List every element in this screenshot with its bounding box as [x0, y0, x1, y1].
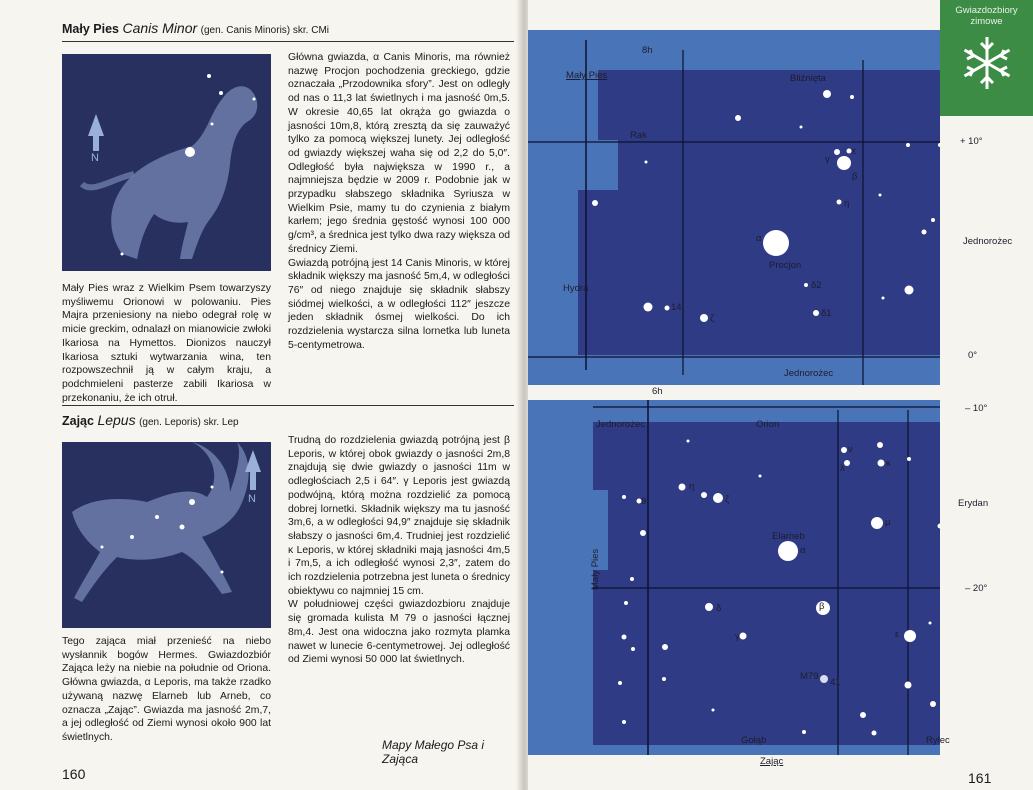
- section-title-lepus: Zając Lepus (gen. Leporis) skr. Lep: [62, 412, 239, 428]
- star-beta: [837, 156, 851, 170]
- map1-label-jednorozec-bottom: Jednorożec: [784, 368, 834, 379]
- star-delta2: [804, 283, 808, 287]
- star-procyon: [185, 147, 195, 157]
- star-kappa: [878, 460, 885, 467]
- map1-label-plus10: + 10°: [960, 136, 983, 147]
- section-rule: [62, 41, 514, 42]
- map1-label-delta2: δ2: [811, 280, 822, 291]
- map1-label-procjon: Procjon: [769, 260, 802, 271]
- star-eta: [837, 200, 842, 205]
- map2-label-elarneb: Elarneb: [772, 531, 805, 542]
- right-page: [528, 0, 1033, 790]
- section-title-canis-minor: Mały Pies Canis Minor (gen. Canis Minoris) skr. CMi: [62, 20, 330, 36]
- map1-label-14: 14: [671, 302, 682, 313]
- map1-label-beta: β: [852, 171, 858, 182]
- snowflake-icon: [957, 33, 1017, 93]
- map1-ra-label: 8h: [642, 45, 653, 56]
- map1-label-blizneta: Bliźnięta: [790, 73, 826, 84]
- map2-label-m79: M79: [800, 671, 819, 682]
- map2-label-erydan: Erydan: [958, 498, 989, 509]
- lepus-body: Trudną do rozdzielenia gwiazdą potrójną jest β Leporis, w której obok gwiazdy o jasności 2m,8 znajdują się dwie gwiazdy o jasności 11m w odległościach 2,5 i 64″. γ Leporis jest gwiazdą podwójną, którą można rozdzielić za pomocą dobrej lornetki. Składnik większy ma tu jasność 3m,6, a w odległości 94,9″ znajduje się składnik słabszy o jasności 6m,4. Trudniej jest rozdzielić κ Leporis, w której składniki mają jasności 4m,5 i 7m,5, a ich odległość wynosi 2,3″, zatem do ich rozdzielenia potrzebna jest luneta o średnicy obiektywu co najmniej 15 cm. W południowej części gwiazdozbioru znajduje się gromada kulista M 79 o jasności łącznej 8m,4. Jest ona widoczna jako rozmyta plamka nawet w lunecie 6-centymetrowej. Jej odległość od Ziemi wynosi 50 000 lat świetlnych.: [288, 435, 510, 666]
- map2-label-epsilon: ε: [895, 629, 900, 640]
- chapter-tab: [940, 0, 1033, 116]
- svg-text:N: N: [91, 152, 99, 164]
- star-procyon: [763, 230, 789, 256]
- canis-minor-star-map: [528, 30, 940, 385]
- map2-label-zajac: Zając: [760, 756, 784, 767]
- star-gamma: [834, 149, 840, 155]
- star-zeta: [700, 314, 708, 322]
- star-delta: [705, 603, 713, 611]
- map1-label-hydra: Hydra: [563, 283, 589, 294]
- map2-label-beta: β: [819, 601, 825, 612]
- canis-minor-caption: Mały Pies wraz z Wielkim Psem towarzyszy myśliwemu Orionowi w polowaniu. Pies Majra przeniesiony na niebo odegrał rolę w micie greckim, odnalazł on mianowicie zwłoki Ikariosa na Hymettos. Dionizos nauczył Ikariosa sztuki wytwarzania wina, ten rozpowszechnił ją w całym kraju, a podchmieleni pasterze zabili Ikariosa w przekonaniu, że ich otruł.: [62, 283, 271, 404]
- map2-label-jednorozec: Jednorożec: [596, 419, 646, 430]
- map2-label-nu: ν: [848, 444, 853, 455]
- star-zeta: [713, 493, 723, 503]
- lepus-caption: Tego zająca miał przenieść na niebo wysłannik bogów Hermes. Gwiazdozbiór Zająca leży na niebie na południe od Oriona. Główna gwiazda, α Leporis, ma także rzadko używaną nazwę Elarneb lub Arneb, co oznacza „Zając”. Gwiazda ma jasność 2m,7, a jej odległość od Ziemi wynosi około 900 lat świetlnych.: [62, 636, 271, 743]
- map2-label-gamma: γ: [735, 631, 740, 642]
- map2-ra-label: 6h: [652, 386, 663, 397]
- maps-caption: Mapy Małego Psa i Zająca: [382, 738, 485, 766]
- map2-label-mu: μ: [885, 517, 891, 528]
- svg-text:N: N: [248, 493, 256, 505]
- tab-line1: Gwiazdozbiory: [955, 5, 1018, 16]
- map1-label-jednorozec-right: Jednorożec: [963, 236, 1013, 247]
- map2-label-kappa: κ: [886, 458, 891, 469]
- star-epsilon: [847, 149, 852, 154]
- page-number-right: 161: [968, 770, 992, 786]
- star-eta: [679, 484, 686, 491]
- map1-label-zeta: ζ: [710, 313, 715, 324]
- star-delta1: [813, 310, 819, 316]
- star-mu: [871, 517, 883, 529]
- map1-label-epsilon: ε: [852, 146, 857, 157]
- map1-label-maly-pies: Mały Pies: [566, 70, 608, 81]
- map2-label-eta: η: [689, 481, 695, 492]
- star-gamma: [740, 633, 747, 640]
- section-rule: [62, 405, 514, 406]
- map2-label-minus10: – 10°: [965, 403, 988, 414]
- map2-label-alpha: α: [800, 545, 806, 556]
- map1-label-eta: η: [844, 198, 850, 209]
- map1-label-alpha: α: [756, 233, 762, 244]
- map2-label-golab: Gołąb: [741, 735, 767, 746]
- star-elarneb: [778, 541, 798, 561]
- canis-minor-body: Główna gwiazda, α Canis Minoris, ma również nazwę Procjon pochodzenia greckiego, gdzie oznaczała „Przodownika sfory”. Jest on odległy od nas o 11,3 lat świetlnych i ma jasność 0m,5. W okresie 40,65 lat okrąża go gwiazda o jasności 10m,8, którą zresztą da się zauważyć tylko za pomocą większej lunety. Jej odległość od gwiazdy większej waha się od 2,2 do 5,0″. Odległość była największa w 1990 r., a najmniejsza będzie w 2009 r. Podobnie jak w przypadku słabszego składnika Syriusza w Wielkim Psie, mamy tu do czynienia z białym karłem; jego średnia gęstość wynosi 100 000 g/cm³, a średnica jest tylko dwa razy większa od średnicy Ziemi. Gwiazdą potrójną jest 14 Canis Minoris, w której składnik większy ma jasność 5m,4, w odległości 76″ od niego znajduje się składnik słabszy siódmej wielkości, a w odległości 112″ jeszcze jeden składnik ósmej wielkości. Do ich rozdzielenia wystarcza silna lornetka lub luneta 5-centymetrowa.: [288, 52, 510, 351]
- map1-label-rak: Rak: [630, 130, 647, 141]
- star-14: [665, 306, 670, 311]
- map1-label-delta1: δ1: [821, 308, 832, 319]
- canis-minor-illustration: [62, 54, 271, 271]
- map2-label-maly-pies: Mały Pies: [590, 548, 601, 590]
- tab-line2: zimowe: [970, 16, 1003, 27]
- map2-label-orion: Orion: [756, 419, 780, 430]
- map2-label-minus20: – 20°: [965, 583, 988, 594]
- cluster-m79: [820, 675, 828, 683]
- page-number-left: 160: [62, 766, 86, 782]
- lepus-illustration: [62, 442, 271, 628]
- map2-label-theta: θ: [641, 496, 647, 507]
- map1-label-zero: 0°: [968, 350, 978, 361]
- star-epsilon: [904, 630, 916, 642]
- map2-label-delta: δ: [716, 603, 722, 614]
- map2-label-lambda: λ: [840, 463, 845, 474]
- map2-label-rylec: Rylec: [926, 735, 950, 746]
- map2-label-zeta: ζ: [725, 494, 730, 505]
- star-nu: [841, 447, 847, 453]
- map1-label-gamma: γ: [825, 154, 830, 165]
- map2-label-41: 41: [830, 677, 841, 688]
